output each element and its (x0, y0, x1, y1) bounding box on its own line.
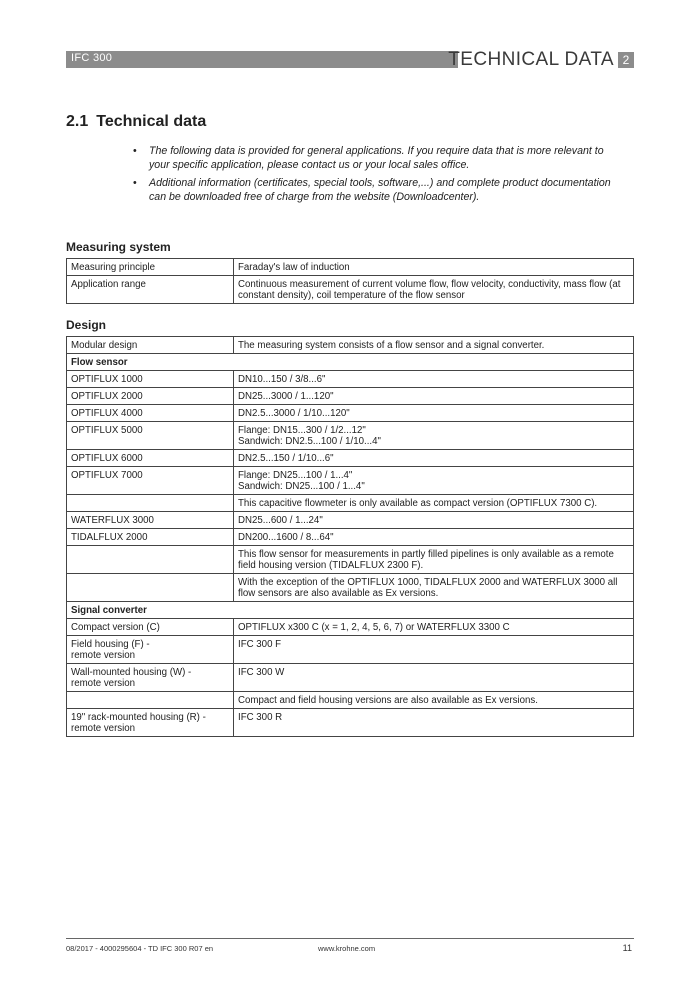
row-value-line: Sandwich: DN2.5...100 / 1/10...4" (238, 436, 381, 447)
table-row (67, 276, 634, 304)
table-row (67, 709, 634, 737)
row-label (67, 574, 234, 602)
row-note: This capacitive flowmeter is only available as compact version (OPTIFLUX 7300 C). (234, 495, 634, 512)
row-label: Compact version (C) (67, 619, 234, 636)
row-value: Faraday's law of induction (234, 259, 634, 276)
signal-converter-heading: Signal converter (67, 602, 634, 619)
row-note: Compact and field housing versions are also available as Ex versions. (234, 692, 634, 709)
measuring-system-heading: Measuring system (66, 240, 171, 254)
row-value-line: Sandwich: DN25...100 / 1...4" (238, 481, 365, 492)
row-label-line: remote version (71, 723, 136, 734)
table-row (67, 664, 634, 692)
row-label (67, 664, 234, 692)
row-label (67, 636, 234, 664)
section-title (66, 113, 206, 131)
row-label: OPTIFLUX 1000 (67, 371, 234, 388)
page-header (66, 51, 634, 71)
table-row (67, 529, 634, 546)
row-value: IFC 300 F (234, 636, 634, 664)
section-number: 2.1 (66, 113, 89, 130)
row-label: WATERFLUX 3000 (67, 512, 234, 529)
table-row (67, 422, 634, 450)
footer-document-id: 08/2017 - 4000295604 - TD IFC 300 R07 en (66, 944, 214, 953)
table-group-row (67, 602, 634, 619)
row-value (234, 422, 634, 450)
section-title-text: Technical data (96, 113, 207, 130)
row-value: DN2.5...3000 / 1/10...120" (234, 405, 634, 422)
row-value: Continuous measurement of current volume flow, flow velocity, conductivity, mass flow (at constant density), coil temperature of the flow sensor (234, 276, 634, 304)
table-row (67, 636, 634, 664)
row-label: OPTIFLUX 6000 (67, 450, 234, 467)
table-row (67, 574, 634, 602)
row-label: Measuring principle (67, 259, 234, 276)
table-row (67, 337, 634, 354)
row-value (234, 467, 634, 495)
design-table (66, 336, 634, 737)
row-value: The measuring system consists of a flow sensor and a signal converter. (234, 337, 634, 354)
row-label (67, 546, 234, 574)
row-label: OPTIFLUX 2000 (67, 388, 234, 405)
table-row (67, 371, 634, 388)
row-label: Application range (67, 276, 234, 304)
table-row (67, 619, 634, 636)
footer-page-number: 11 (622, 943, 632, 953)
intro-bullet-list (131, 145, 611, 209)
row-label-line: Field housing (F) - (71, 639, 150, 650)
table-row (67, 495, 634, 512)
table-row (67, 450, 634, 467)
row-value: DN200...1600 / 8...64" (234, 529, 634, 546)
row-value: DN25...3000 / 1...120" (234, 388, 634, 405)
header-product-bar (66, 51, 458, 68)
row-label (67, 709, 234, 737)
bullet-item: • The following data is provided for general applications. If you require data that is more relevant to your specific application, please contact us or your local sales office. (133, 145, 604, 171)
row-label: OPTIFLUX 5000 (67, 422, 234, 450)
table-row (67, 512, 634, 529)
row-label-line: Wall-mounted housing (W) - (71, 667, 192, 678)
row-value-line: Flange: DN25...100 / 1...4" (238, 470, 353, 481)
table-row (67, 405, 634, 422)
row-value: DN2.5...150 / 1/10...6" (234, 450, 634, 467)
header-section-title: TECHNICAL DATA (448, 49, 614, 70)
bullet-item: • Additional information (certificates, special tools, software,...) and complete product documentation can be downloaded free of charge from the website (Downloadcenter). (133, 177, 611, 203)
table-row (67, 692, 634, 709)
row-label: Modular design (67, 337, 234, 354)
flow-sensor-heading: Flow sensor (67, 354, 634, 371)
row-value: DN10...150 / 3/8...6" (234, 371, 634, 388)
row-label (67, 495, 234, 512)
bullet-icon: • (133, 177, 137, 189)
footer-website-link[interactable]: www.krohne.com (318, 944, 376, 953)
table-row (67, 467, 634, 495)
row-value: DN25...600 / 1...24" (234, 512, 634, 529)
table-row (67, 546, 634, 574)
bullet-icon: • (133, 145, 137, 157)
table-row (67, 259, 634, 276)
row-note: With the exception of the OPTIFLUX 1000, TIDALFLUX 2000 and WATERFLUX 3000 all flow sensors are also available as Ex versions. (234, 574, 634, 602)
row-value-line: Flange: DN15...300 / 1/2...12" (238, 425, 366, 436)
header-chapter-number: 2 (618, 52, 634, 68)
table-row (67, 388, 634, 405)
design-heading: Design (66, 318, 107, 332)
footer-divider (66, 938, 634, 939)
measuring-system-table (66, 258, 634, 304)
row-value: IFC 300 R (234, 709, 634, 737)
row-label (67, 692, 234, 709)
row-label-line: 19" rack-mounted housing (R) - (71, 712, 206, 723)
row-label: TIDALFLUX 2000 (67, 529, 234, 546)
table-group-row (67, 354, 634, 371)
row-label: OPTIFLUX 4000 (67, 405, 234, 422)
row-label: OPTIFLUX 7000 (67, 467, 234, 495)
row-label-line: remote version (71, 650, 136, 661)
row-label-line: remote version (71, 678, 136, 689)
row-value: IFC 300 W (234, 664, 634, 692)
row-value: OPTIFLUX x300 C (x = 1, 2, 4, 5, 6, 7) or WATERFLUX 3300 C (234, 619, 634, 636)
row-note: This flow sensor for measurements in partly filled pipelines is only available as a remote field housing version (TIDALFLUX 2300 F). (234, 546, 634, 574)
header-product: IFC 300 (71, 52, 113, 64)
